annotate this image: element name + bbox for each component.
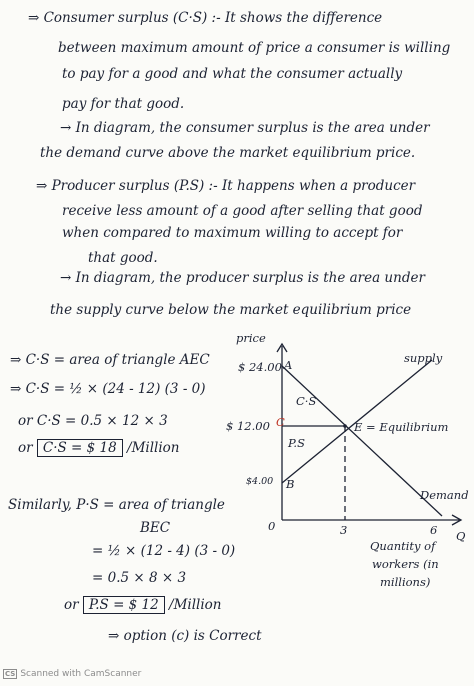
cs-diagram-note: the demand curve above the market equilibrium price.: [40, 145, 416, 161]
x-tick-3: 3: [340, 523, 348, 537]
point-a-label: A: [284, 358, 293, 372]
demand-label: Demand: [420, 488, 469, 502]
origin-label: 0: [268, 519, 276, 533]
cs-region-label: C·S: [296, 394, 317, 408]
ps-definition-line: when compared to maximum willing to accept for: [62, 225, 403, 241]
ps-calc-line: = ½ × (12 - 4) (3 - 0): [92, 543, 236, 559]
ps-calc-line: = 0.5 × 8 × 3: [92, 570, 187, 586]
cs-calc-line: or C·S = 0.5 × 12 × 3: [18, 413, 168, 429]
ps-result-prefix: or: [64, 597, 79, 613]
cs-calc-line: ⇒ C·S = ½ × (24 - 12) (3 - 0): [10, 381, 206, 397]
camscanner-watermark: [3, 669, 141, 679]
ps-result-unit: /Million: [169, 597, 222, 613]
supply-label: supply: [404, 351, 443, 365]
x-axis-label: millions): [380, 575, 431, 589]
ps-diagram-note: the supply curve below the market equilibrium price: [50, 302, 412, 318]
ps-definition-line: receive less amount of a good after selling that good: [62, 203, 423, 219]
price-tick-b: $4.00: [246, 476, 274, 487]
watermark-text: Scanned with CamScanner: [20, 669, 142, 679]
cs-definition-line: to pay for a good and what the consumer actually: [62, 66, 403, 82]
demand-curve: [282, 366, 442, 516]
price-tick-a: $ 24.00: [238, 360, 282, 374]
ps-calc-line: BEC: [140, 520, 171, 536]
x-axis-label: workers (in: [372, 557, 439, 571]
ps-heading: ⇒ Producer surplus (P.S) :- It happens when a producer: [36, 178, 416, 194]
equilibrium-point: [343, 424, 347, 428]
cs-definition-line: between maximum amount of price a consumer is willing: [58, 40, 451, 56]
ps-calc-line: Similarly, P·S = area of triangle: [8, 497, 225, 513]
x-axis-label: Quantity of: [370, 539, 436, 553]
cs-definition-line: pay for that good.: [62, 96, 185, 112]
equilibrium-label: E = Equilibrium: [354, 420, 449, 434]
ps-region-label: P.S: [288, 436, 305, 450]
cs-diagram-note: → In diagram, the consumer surplus is the area under: [60, 120, 430, 136]
cs-result-unit: /Million: [127, 440, 180, 456]
cs-heading: ⇒ Consumer surplus (C·S) :- It shows the difference: [28, 10, 383, 26]
price-tick-c: $ 12.00: [226, 419, 270, 433]
x-tick-6: 6: [430, 523, 438, 537]
x-axis-symbol: Q: [456, 529, 466, 543]
ps-result-box: P.S = $ 12: [83, 596, 165, 614]
point-c-label: C: [276, 415, 285, 429]
camscanner-logo-icon: CS: [5, 670, 16, 678]
point-b-label: B: [286, 477, 295, 491]
cs-result-prefix: or: [18, 440, 33, 456]
cs-result-box: C·S = $ 18: [37, 439, 123, 457]
ps-diagram-note: → In diagram, the producer surplus is the area under: [60, 270, 425, 286]
cs-calc-line: ⇒ C·S = area of triangle AEC: [10, 352, 210, 368]
y-axis-label: price: [236, 331, 266, 345]
conclusion: ⇒ option (c) is Correct: [108, 628, 262, 644]
ps-definition-line: that good.: [88, 250, 158, 266]
